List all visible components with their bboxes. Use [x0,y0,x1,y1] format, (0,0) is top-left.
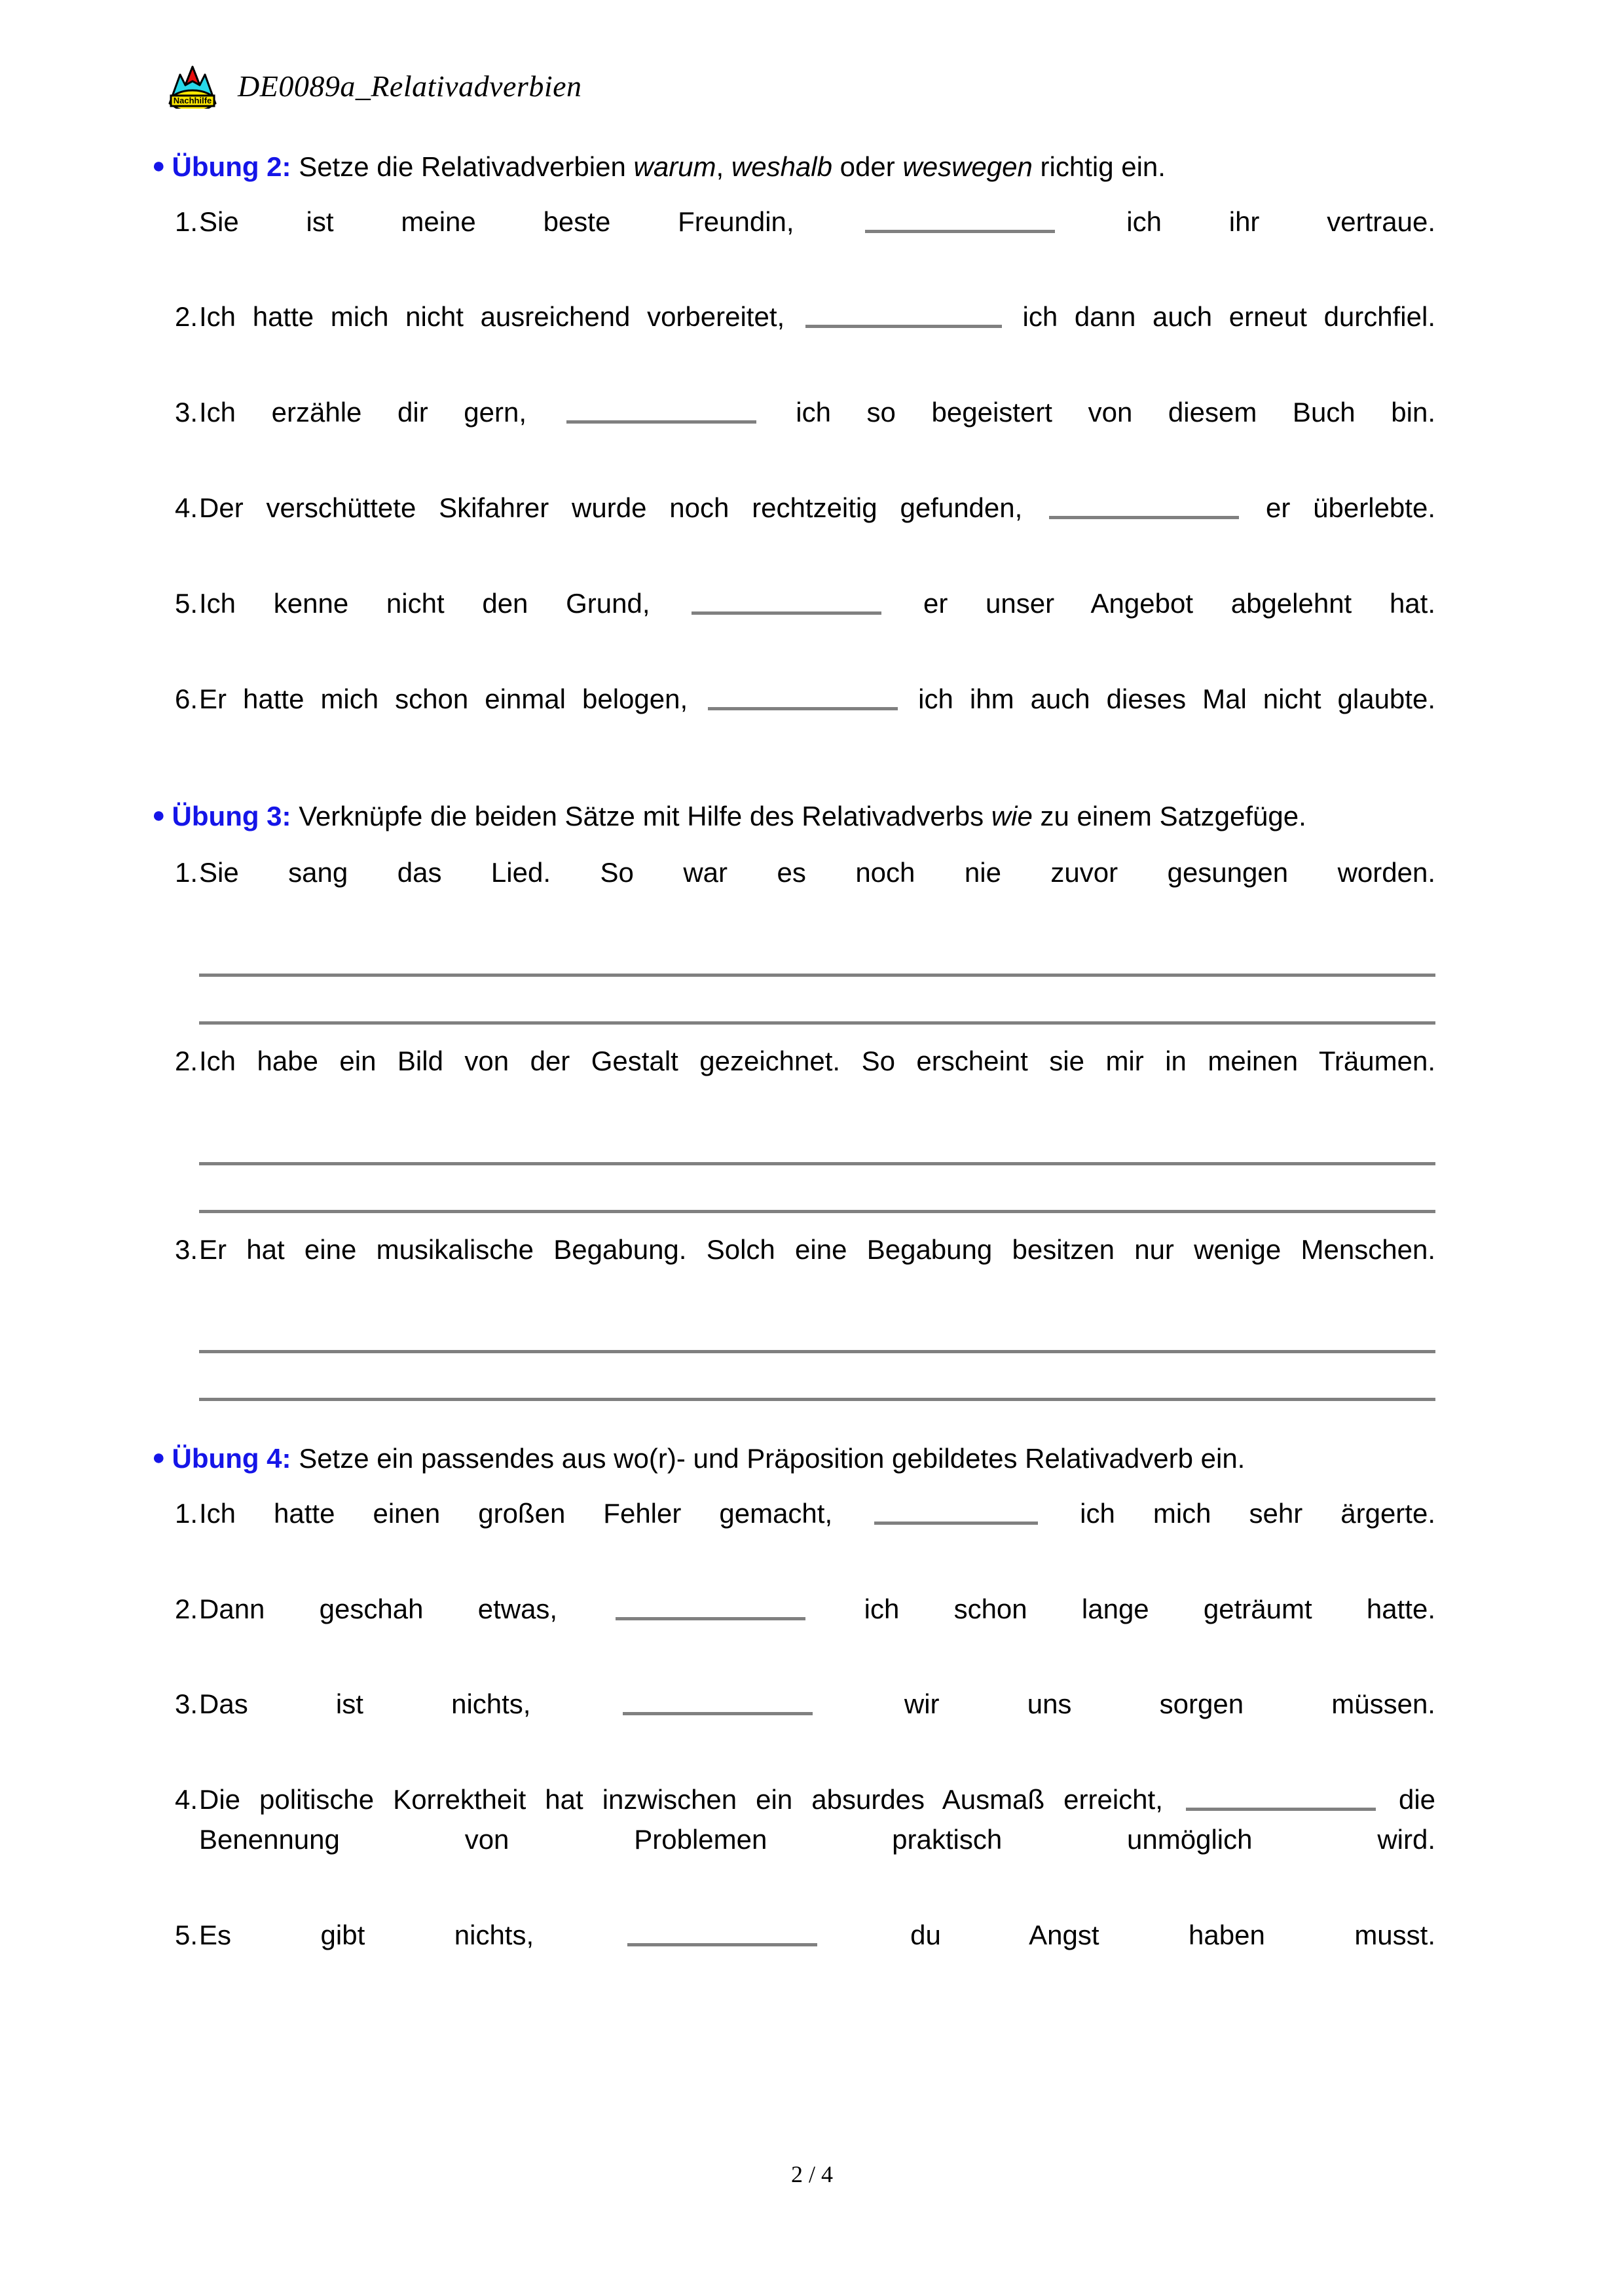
item-number: 5. [174,587,198,619]
exercise-label: Übung 2: [172,151,291,182]
sentence-text: Es gibt nichts, [199,1919,623,1950]
sentence-text: er unser Angebot abgelehnt hat. [885,587,1435,619]
exercise-item [152,680,1435,759]
item-number: 1. [174,856,198,888]
sentence-text: Setze die Relativadverbien [299,151,634,182]
exercise-item [152,393,1435,473]
item-text [199,1498,1435,1529]
answer-writing-line[interactable] [199,1021,1435,1025]
sentence-text: Ich habe ein Bild von der Gestalt gezeichnet. So erscheint sie mir in meinen Träumen. [199,1045,1435,1076]
item-number: 3. [174,1233,198,1265]
sentence-text: wir uns sorgen müssen. [816,1688,1435,1720]
sentence-text: Setze ein passendes aus wo(r)- und Präposition gebildetes Relativadverb ein. [299,1443,1246,1474]
item-text [199,1594,1435,1624]
worksheet-content [152,147,1435,1995]
answer-area[interactable] [152,1350,1435,1401]
exercise-label: Übung 3: [172,801,291,832]
sentence-text: ich ihm auch dieses Mal nicht glaubte. [902,683,1435,714]
item-text [199,206,1435,237]
exercise-item [152,1590,1435,1669]
answer-writing-line[interactable] [199,1162,1435,1165]
exercise-item [152,1916,1435,1995]
exercise-item [152,297,1435,377]
answer-area[interactable] [152,1162,1435,1213]
exercise-item [152,1780,1435,1900]
exercise-heading [152,147,1435,187]
sentence-text: Er hat eine musikalische Begabung. Solch eine Begabung besitzen nur wenige Menschen. [199,1233,1435,1265]
nachhilfe-logo-icon [167,63,218,109]
exercise-item [152,1230,1435,1310]
fill-in-blank[interactable] [623,1712,813,1715]
item-number: 6. [174,683,198,714]
answer-writing-line[interactable] [199,1398,1435,1401]
item-text [199,301,1435,332]
item-number: 2. [174,1045,198,1076]
exercise-heading [152,1439,1435,1478]
document-title: DE0089a_Relativadverbien [238,69,582,103]
item-text [199,397,1435,428]
sentence-text: ich dann auch erneut durchfiel. [1005,301,1435,333]
sentence-text: Sie ist meine beste Freundin, [199,206,862,237]
item-number: 1. [174,1497,198,1529]
emphasized-text: weswegen [902,151,1033,182]
page-footer [0,2160,1624,2188]
exercise-item [152,202,1435,282]
sentence-text: Verknüpfe die beiden Sätze mit Hilfe des Relativadverbs [299,801,991,832]
sentence-text: Ich hatte einen großen Fehler gemacht, [199,1497,871,1529]
emphasized-text: weshalb [731,151,832,182]
item-number: 3. [174,397,198,428]
item-number: 4. [174,492,198,523]
emphasized-text: wie [991,801,1033,832]
exercise-item [152,853,1435,933]
svg-text:Nachhilfe: Nachhilfe [173,96,212,105]
exercise-item [152,1685,1435,1764]
sentence-text: zu einem Satzgefüge. [1032,801,1306,832]
answer-writing-line[interactable] [199,974,1435,977]
exercise-item-list [152,202,1435,759]
sentence-text: Sie sang das Lied. So war es noch nie zuvor gesungen worden. [199,856,1435,888]
fill-in-blank[interactable] [708,707,898,710]
item-number: 5. [174,1919,198,1950]
sentence-text: Das ist nichts, [199,1688,619,1720]
page-indicator: 2 / 4 [790,2161,833,2187]
fill-in-blank[interactable] [692,611,881,615]
fill-in-blank[interactable] [874,1522,1038,1525]
page-header [167,63,582,109]
item-text [199,1234,1435,1265]
exercise-item [152,488,1435,568]
item-text [199,857,1435,888]
fill-in-blank[interactable] [865,230,1055,233]
sentence-text: du Angst haben musst. [821,1919,1436,1950]
answer-writing-line[interactable] [199,1350,1435,1353]
item-number: 4. [174,1784,198,1815]
item-number: 3. [174,1688,198,1720]
item-number: 2. [174,1593,198,1624]
item-text [199,1784,1435,1855]
sentence-text: Ich kenne nicht den Grund, [199,587,688,619]
bullet-icon: ● [152,1445,166,1470]
item-text [199,588,1435,619]
sentence-text: die Benennung von Problemen praktisch unmöglich wird. [199,1784,1436,1855]
sentence-text: oder [832,151,903,182]
answer-area[interactable] [152,974,1435,1025]
sentence-text: ich so begeistert von diesem Buch bin. [760,397,1435,428]
exercise-heading [152,797,1435,836]
exercise-label: Übung 4: [172,1443,291,1474]
fill-in-blank[interactable] [1186,1808,1376,1811]
exercise-item-list [152,853,1435,1401]
sentence-text: , [716,151,731,182]
item-text [199,683,1435,714]
sentence-text: Er hatte mich schon einmal belogen, [199,683,705,714]
bullet-icon: ● [152,153,166,178]
bullet-icon: ● [152,803,166,828]
sentence-text: Ich hatte mich nicht ausreichend vorbereitet, [199,301,802,333]
sentence-text: Dann geschah etwas, [199,1593,612,1624]
sentence-text: Die politische Korrektheit hat inzwischen ein absurdes Ausmaß erreicht, [199,1784,1182,1815]
sentence-text: er überlebte. [1243,492,1435,523]
item-number: 1. [174,206,198,237]
fill-in-blank[interactable] [627,1943,817,1946]
sentence-text: richtig ein. [1032,151,1166,182]
item-text [199,1688,1435,1719]
sentence-text: ich ihr vertraue. [1059,206,1435,237]
sentence-text: Der verschüttete Skifahrer wurde noch rechtzeitig gefunden, [199,492,1046,523]
fill-in-blank[interactable] [616,1617,805,1620]
item-text [199,1920,1435,1950]
fill-in-blank[interactable] [566,420,756,424]
item-number: 2. [174,301,198,333]
emphasized-text: warum [633,151,716,182]
exercise-item-list [152,1494,1435,1995]
exercise-item [152,1494,1435,1574]
answer-writing-line[interactable] [199,1210,1435,1213]
sentence-text: ich schon lange geträumt hatte. [809,1593,1435,1624]
item-text [199,492,1435,523]
fill-in-blank[interactable] [1049,516,1239,519]
sentence-text: Ich erzähle dir gern, [199,397,563,428]
exercise-item [152,1042,1435,1121]
exercise-item [152,584,1435,664]
sentence-text: ich mich sehr ärgerte. [1042,1497,1435,1529]
fill-in-blank[interactable] [805,325,1002,328]
item-text [199,1046,1435,1076]
